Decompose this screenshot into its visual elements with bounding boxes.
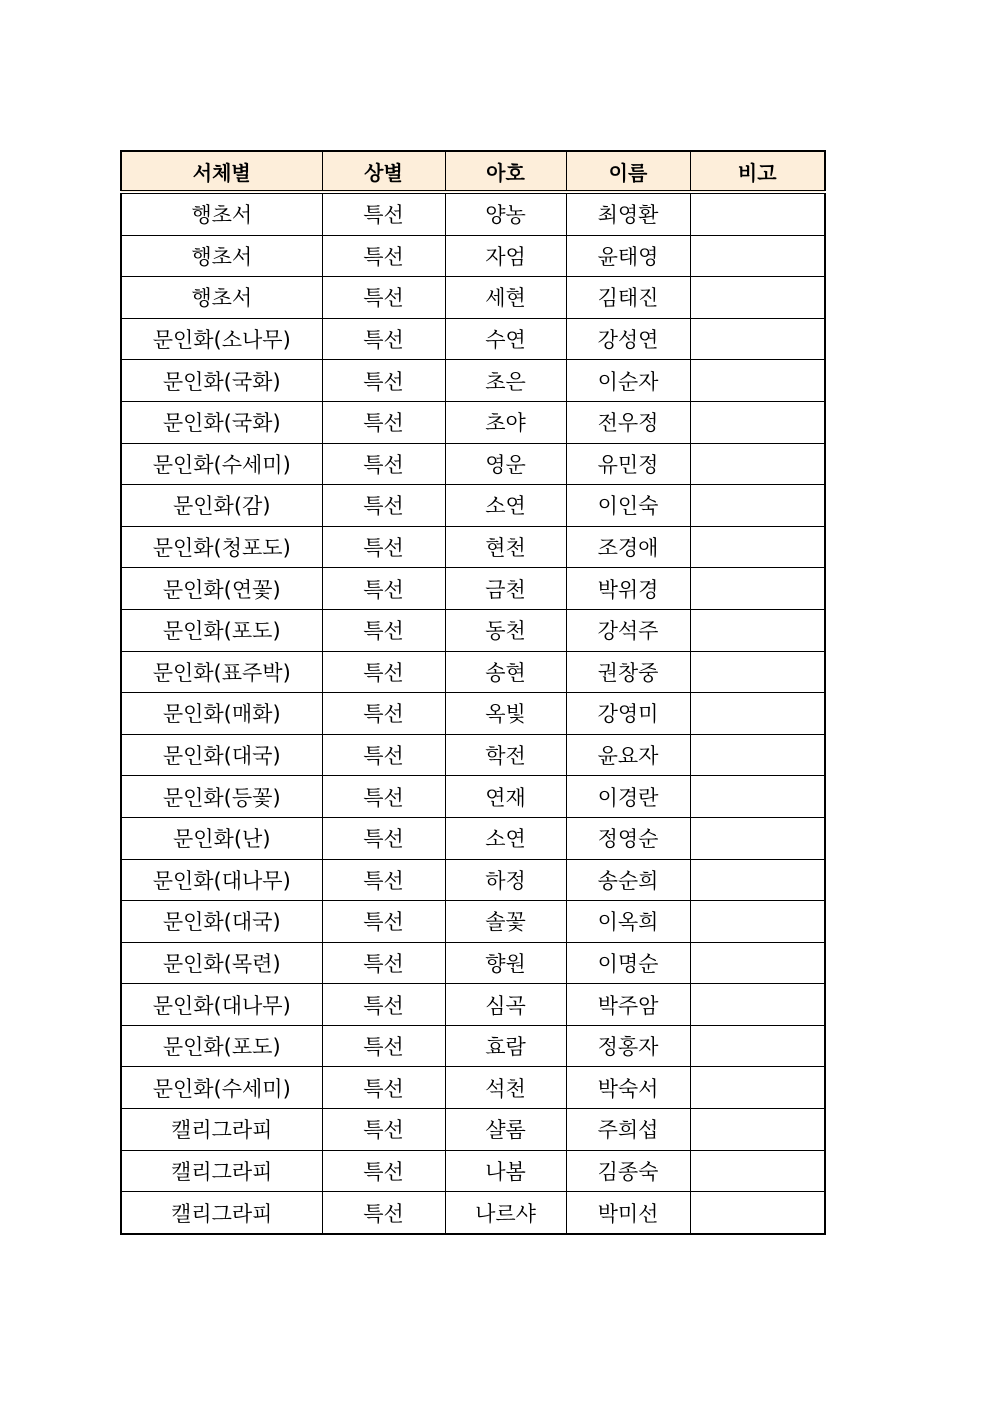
cell-pen-name: 세현 — [445, 277, 566, 319]
cell-remarks — [690, 485, 825, 527]
cell-style: 문인화(대국) — [121, 734, 322, 776]
cell-pen-name: 하정 — [445, 859, 566, 901]
cell-remarks — [690, 235, 825, 277]
cell-pen-name: 나르샤 — [445, 1192, 566, 1234]
cell-remarks — [690, 1109, 825, 1151]
cell-style: 문인화(매화) — [121, 693, 322, 735]
cell-style: 문인화(대국) — [121, 901, 322, 943]
cell-award: 특선 — [322, 651, 445, 693]
cell-award: 특선 — [322, 568, 445, 610]
cell-remarks — [690, 734, 825, 776]
table-row — [121, 817, 825, 859]
cell-remarks — [690, 360, 825, 402]
cell-style: 문인화(국화) — [121, 360, 322, 402]
cell-award: 특선 — [322, 401, 445, 443]
table-row — [121, 1109, 825, 1151]
cell-award: 특선 — [322, 942, 445, 984]
table-row — [121, 776, 825, 818]
cell-award: 특선 — [322, 485, 445, 527]
cell-style: 문인화(대나무) — [121, 984, 322, 1026]
cell-style: 문인화(목련) — [121, 942, 322, 984]
cell-pen-name: 소연 — [445, 485, 566, 527]
cell-award: 특선 — [322, 526, 445, 568]
cell-pen-name: 자엄 — [445, 235, 566, 277]
cell-award: 특선 — [322, 817, 445, 859]
table-header — [121, 151, 825, 192]
table-row — [121, 859, 825, 901]
table-row — [121, 568, 825, 610]
table-body — [121, 192, 825, 1234]
table-row — [121, 651, 825, 693]
cell-style: 문인화(표주박) — [121, 651, 322, 693]
cell-name: 강영미 — [566, 693, 690, 735]
table-row — [121, 526, 825, 568]
cell-remarks — [690, 526, 825, 568]
cell-pen-name: 옥빛 — [445, 693, 566, 735]
cell-name: 정영순 — [566, 817, 690, 859]
header-style: 서체별 — [121, 151, 322, 192]
cell-pen-name: 나봄 — [445, 1150, 566, 1192]
cell-pen-name: 심곡 — [445, 984, 566, 1026]
cell-name: 박미선 — [566, 1192, 690, 1234]
cell-name: 박주암 — [566, 984, 690, 1026]
cell-pen-name: 금천 — [445, 568, 566, 610]
table-row — [121, 901, 825, 943]
cell-name: 최영환 — [566, 192, 690, 235]
cell-style: 행초서 — [121, 235, 322, 277]
table-row — [121, 693, 825, 735]
cell-award: 특선 — [322, 984, 445, 1026]
cell-pen-name: 학전 — [445, 734, 566, 776]
cell-pen-name: 효람 — [445, 1025, 566, 1067]
cell-remarks — [690, 318, 825, 360]
cell-award: 특선 — [322, 360, 445, 402]
cell-pen-name: 동천 — [445, 609, 566, 651]
cell-name: 이명순 — [566, 942, 690, 984]
cell-style: 문인화(수세미) — [121, 1067, 322, 1109]
table-row — [121, 318, 825, 360]
cell-name: 정홍자 — [566, 1025, 690, 1067]
cell-remarks — [690, 651, 825, 693]
cell-award: 특선 — [322, 734, 445, 776]
cell-pen-name: 샬롬 — [445, 1109, 566, 1151]
cell-remarks — [690, 443, 825, 485]
cell-pen-name: 연재 — [445, 776, 566, 818]
cell-style: 문인화(수세미) — [121, 443, 322, 485]
cell-pen-name: 석천 — [445, 1067, 566, 1109]
cell-style: 캘리그라피 — [121, 1192, 322, 1234]
cell-remarks — [690, 1192, 825, 1234]
cell-name: 이경란 — [566, 776, 690, 818]
cell-name: 유민정 — [566, 443, 690, 485]
cell-pen-name: 현천 — [445, 526, 566, 568]
cell-award: 특선 — [322, 901, 445, 943]
cell-award: 특선 — [322, 859, 445, 901]
cell-remarks — [690, 1025, 825, 1067]
cell-award: 특선 — [322, 1025, 445, 1067]
cell-pen-name: 영운 — [445, 443, 566, 485]
table-row — [121, 401, 825, 443]
cell-remarks — [690, 401, 825, 443]
cell-pen-name: 수연 — [445, 318, 566, 360]
cell-name: 주희섭 — [566, 1109, 690, 1151]
cell-name: 박숙서 — [566, 1067, 690, 1109]
cell-remarks — [690, 693, 825, 735]
cell-award: 특선 — [322, 235, 445, 277]
cell-style: 문인화(청포도) — [121, 526, 322, 568]
cell-name: 이순자 — [566, 360, 690, 402]
cell-name: 박위경 — [566, 568, 690, 610]
cell-style: 문인화(연꽃) — [121, 568, 322, 610]
cell-style: 문인화(국화) — [121, 401, 322, 443]
cell-style: 문인화(포도) — [121, 609, 322, 651]
cell-award: 특선 — [322, 1067, 445, 1109]
cell-award: 특선 — [322, 1192, 445, 1234]
table-row — [121, 609, 825, 651]
cell-name: 김종숙 — [566, 1150, 690, 1192]
header-row — [121, 151, 825, 192]
header-award: 상별 — [322, 151, 445, 192]
cell-style: 캘리그라피 — [121, 1150, 322, 1192]
cell-pen-name: 솔꽃 — [445, 901, 566, 943]
cell-award: 특선 — [322, 609, 445, 651]
cell-award: 특선 — [322, 1109, 445, 1151]
table-row — [121, 443, 825, 485]
header-remarks: 비고 — [690, 151, 825, 192]
cell-award: 특선 — [322, 443, 445, 485]
cell-name: 강석주 — [566, 609, 690, 651]
cell-style: 행초서 — [121, 192, 322, 235]
table-row — [121, 277, 825, 319]
cell-name: 윤태영 — [566, 235, 690, 277]
cell-pen-name: 향원 — [445, 942, 566, 984]
cell-remarks — [690, 859, 825, 901]
table-row — [121, 485, 825, 527]
table-row — [121, 235, 825, 277]
table-row — [121, 1025, 825, 1067]
cell-style: 문인화(등꽃) — [121, 776, 322, 818]
cell-remarks — [690, 609, 825, 651]
cell-style: 문인화(감) — [121, 485, 322, 527]
cell-style: 문인화(소나무) — [121, 318, 322, 360]
cell-remarks — [690, 984, 825, 1026]
cell-pen-name: 초야 — [445, 401, 566, 443]
cell-award: 특선 — [322, 776, 445, 818]
cell-award: 특선 — [322, 192, 445, 235]
cell-style: 문인화(포도) — [121, 1025, 322, 1067]
table-row — [121, 734, 825, 776]
cell-style: 캘리그라피 — [121, 1109, 322, 1151]
cell-name: 윤요자 — [566, 734, 690, 776]
cell-remarks — [690, 942, 825, 984]
cell-pen-name: 양농 — [445, 192, 566, 235]
cell-name: 김태진 — [566, 277, 690, 319]
cell-remarks — [690, 192, 825, 235]
cell-style: 행초서 — [121, 277, 322, 319]
cell-remarks — [690, 1067, 825, 1109]
cell-name: 권창중 — [566, 651, 690, 693]
cell-name: 송순희 — [566, 859, 690, 901]
table-row — [121, 1192, 825, 1234]
cell-name: 이옥희 — [566, 901, 690, 943]
cell-remarks — [690, 817, 825, 859]
cell-name: 이인숙 — [566, 485, 690, 527]
table-row — [121, 1150, 825, 1192]
cell-award: 특선 — [322, 1150, 445, 1192]
cell-remarks — [690, 568, 825, 610]
table-row — [121, 942, 825, 984]
table-row — [121, 984, 825, 1026]
cell-name: 전우정 — [566, 401, 690, 443]
cell-remarks — [690, 901, 825, 943]
cell-award: 특선 — [322, 318, 445, 360]
table-row — [121, 192, 825, 235]
cell-remarks — [690, 1150, 825, 1192]
cell-pen-name: 소연 — [445, 817, 566, 859]
cell-remarks — [690, 776, 825, 818]
cell-style: 문인화(대나무) — [121, 859, 322, 901]
cell-pen-name: 송현 — [445, 651, 566, 693]
cell-award: 특선 — [322, 277, 445, 319]
header-name: 이름 — [566, 151, 690, 192]
header-pen-name: 아호 — [445, 151, 566, 192]
cell-pen-name: 초은 — [445, 360, 566, 402]
table-row — [121, 1067, 825, 1109]
cell-name: 조경애 — [566, 526, 690, 568]
cell-remarks — [690, 277, 825, 319]
cell-style: 문인화(난) — [121, 817, 322, 859]
table-row — [121, 360, 825, 402]
cell-name: 강성연 — [566, 318, 690, 360]
cell-award: 특선 — [322, 693, 445, 735]
award-list-table — [120, 150, 826, 1235]
